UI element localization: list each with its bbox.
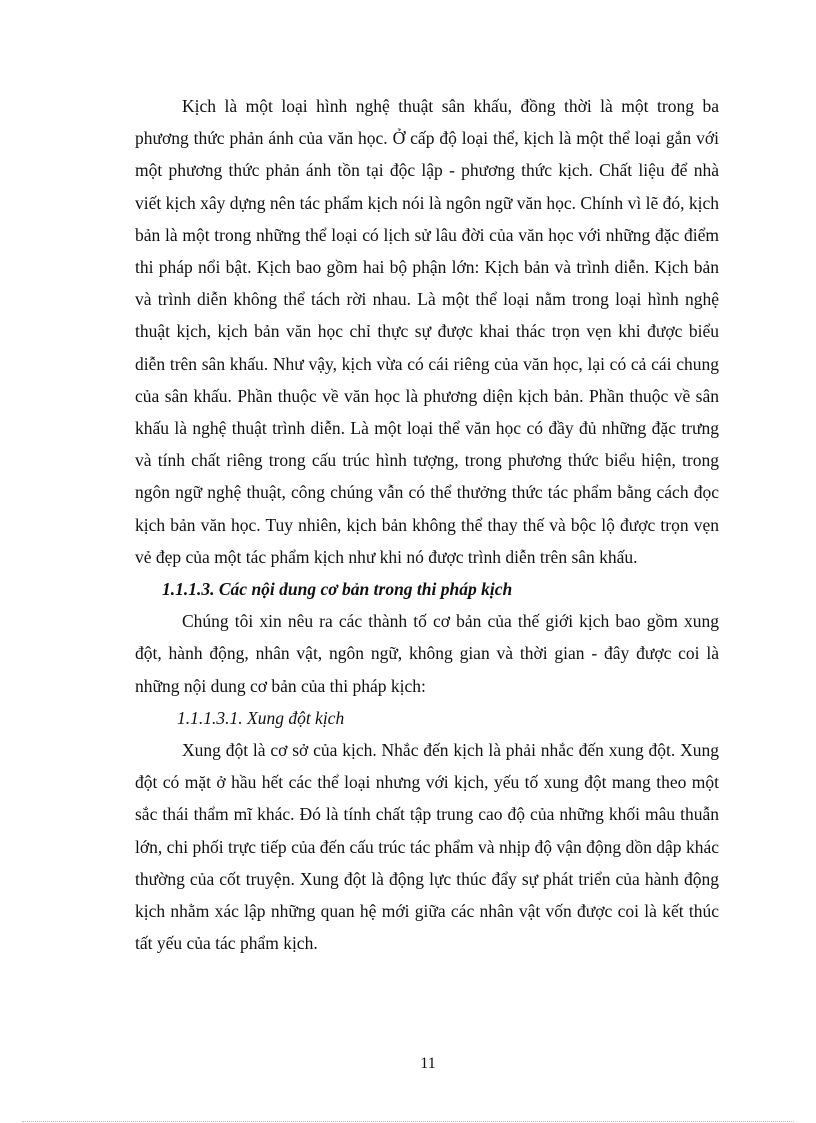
body-text (135, 90, 719, 959)
paragraph-intro: Kịch là một loại hình nghệ thuật sân khấu, đồng thời là một trong ba phương thức phản ánh của văn học. Ở cấp độ loại thể, kịch là một thể loại gắn với một phương thức phản ánh tồn tại độc lập - phương thức kịch. Chất liệu để nhà viết kịch xây dựng nên tác phẩm kịch nói là ngôn ngữ văn học. Chính vì lẽ đó, kịch bản là một trong những thể loại có lịch sử lâu đời của văn học với những đặc điểm thi pháp nổi bật. Kịch bao gồm hai bộ phận lớn: Kịch bản và trình diễn. Kịch bản và trình diễn không thể tách rời nhau. Là một thể loại nằm trong loại hình nghệ thuật kịch, kịch bản văn học chỉ thực sự được khai thác trọn vẹn khi được biểu diễn trên sân khấu. Như vậy, kịch vừa có cái riêng của văn học, lại có cả cái chung của sân khấu. Phần thuộc về văn học là phương diện kịch bản. Phần thuộc về sân khấu là nghệ thuật trình diễn. Là một loại thể văn học có đầy đủ những đặc trưng và tính chất riêng trong cấu trúc hình tượng, trong phương thức biểu hiện, trong ngôn ngữ nghệ thuật, công chúng vẫn có thể thưởng thức tác phẩm bằng cách đọc kịch bản văn học. Tuy nhiên, kịch bản không thể thay thế và bộc lộ được trọn vẹn vẻ đẹp của một tác phẩm kịch như khi nó được trình diễn trên sân khấu. (135, 96, 719, 567)
subsection-heading: 1.1.1.3.1. Xung đột kịch (177, 707, 345, 728)
page-number: 11 (420, 1055, 436, 1072)
paragraph-conflict: Xung đột là cơ sở của kịch. Nhắc đến kịch là phải nhắc đến xung đột. Xung đột có mặt ở hầu hết các thể loại nhưng với kịch, yếu tố xung đột mang theo một sắc thái thẩm mĩ khác. Đó là tính chất tập trung cao độ của những khối mâu thuẫn lớn, chi phối trực tiếp của đến cấu trúc tác phẩm và nhịp độ vận động dồn dập khác thường của cốt truyện. Xung đột là động lực thúc đẩy sự phát triển của hành động kịch nhằm xác lập những quan hệ mới giữa các nhân vật vốn được coi là kết thúc tất yếu của tác phẩm kịch. (135, 740, 719, 954)
page-bottom-divider (22, 1121, 794, 1122)
paragraph-section-intro: Chúng tôi xin nêu ra các thành tố cơ bản của thế giới kịch bao gồm xung đột, hành động, nhân vật, ngôn ngữ, không gian và thời gian - đây được coi là những nội dung cơ bản của thi pháp kịch: (135, 611, 719, 696)
section-heading: 1.1.1.3. Các nội dung cơ bản trong thi pháp kịch (162, 579, 513, 600)
